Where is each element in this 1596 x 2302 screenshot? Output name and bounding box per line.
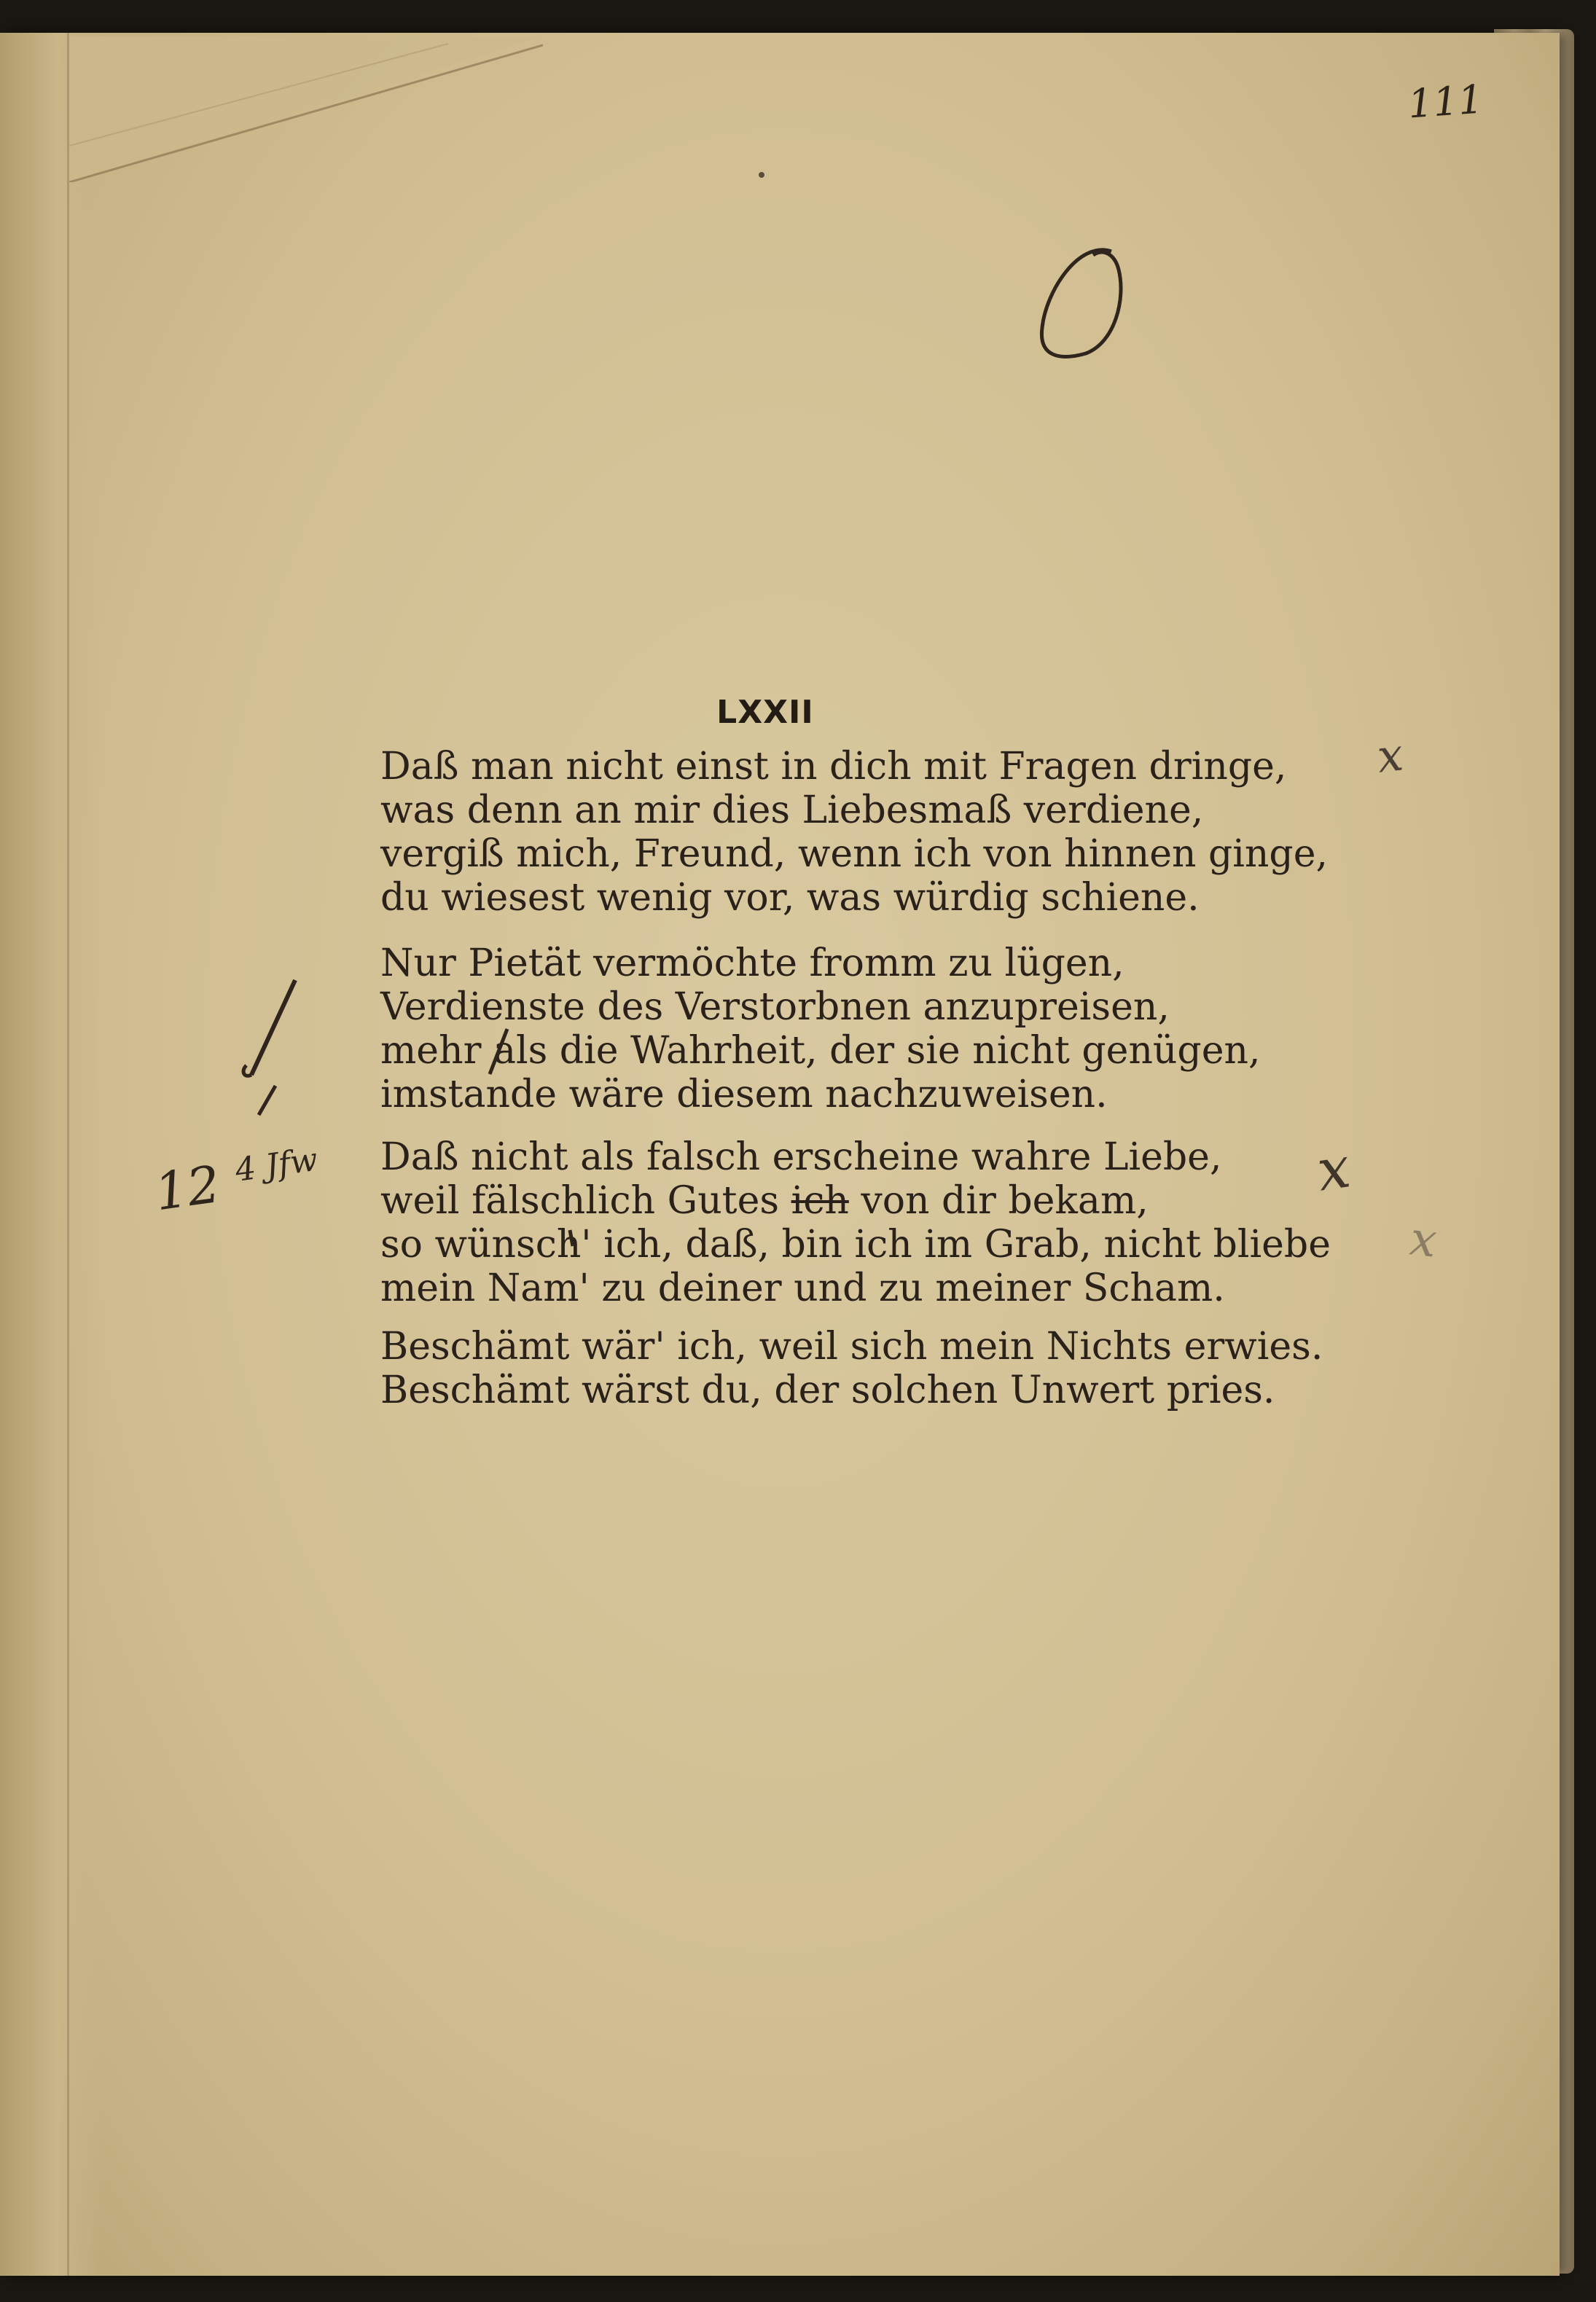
folded-corner <box>69 36 543 182</box>
poem-line-with-correction <box>380 1179 1331 1223</box>
margin-note-superscript: 4 Jfw <box>232 1140 321 1189</box>
poem-line: imstande wäre diesem nachzuweisen. <box>380 1073 1108 1116</box>
poem-line: mein Nam' zu deiner und zu meiner Scham. <box>380 1267 1225 1310</box>
handwritten-page-number: 111 <box>1406 76 1485 128</box>
poem-line: du wiesest wenig vor, was würdig schiene. <box>380 876 1200 920</box>
poem-title: LXXII <box>716 694 814 731</box>
pencil-x-mark: x <box>1374 727 1406 783</box>
stanza-4 <box>380 1325 1323 1412</box>
margin-note-number: 12 <box>151 1154 224 1223</box>
line-text-before: weil fälschlich Gutes <box>380 1179 791 1223</box>
faint-x-mark: x <box>1407 1212 1439 1269</box>
struck-word: ich <box>791 1179 849 1223</box>
poem-line: Verdienste des Verstorbnen anzupreisen, <box>380 985 1170 1029</box>
poem-line: was denn an mir dies Liebesmaß verdiene, <box>380 788 1204 832</box>
book-gutter <box>0 33 102 2276</box>
stanza-3 <box>380 1135 1331 1310</box>
pencil-x-mark: x <box>1313 1135 1355 1205</box>
stanza-1 <box>380 745 1328 920</box>
line-text-after: von dir bekam, <box>848 1179 1149 1223</box>
poem-line: Daß nicht als falsch erscheine wahre Liebe, <box>380 1135 1222 1179</box>
poem-line: Nur Pietät vermöchte fromm zu lügen, <box>380 941 1124 985</box>
poem-line: vergiß mich, Freund, wenn ich von hinnen ginge, <box>380 832 1328 876</box>
stanza-2 <box>380 941 1261 1116</box>
poem-line: Daß man nicht einst in dich mit Fragen dringe, <box>380 745 1287 788</box>
gutter-line <box>67 33 69 2276</box>
poem-line: Beschämt wärst du, der solchen Unwert pries. <box>380 1369 1275 1412</box>
poem-line: mehr als die Wahrheit, der sie nicht genügen, <box>380 1029 1261 1073</box>
poem-line: so wünsch' ich, daß, bin ich im Grab, nicht bliebe <box>380 1223 1331 1267</box>
poem-line: Beschämt wär' ich, weil sich mein Nichts erwies. <box>380 1325 1323 1369</box>
